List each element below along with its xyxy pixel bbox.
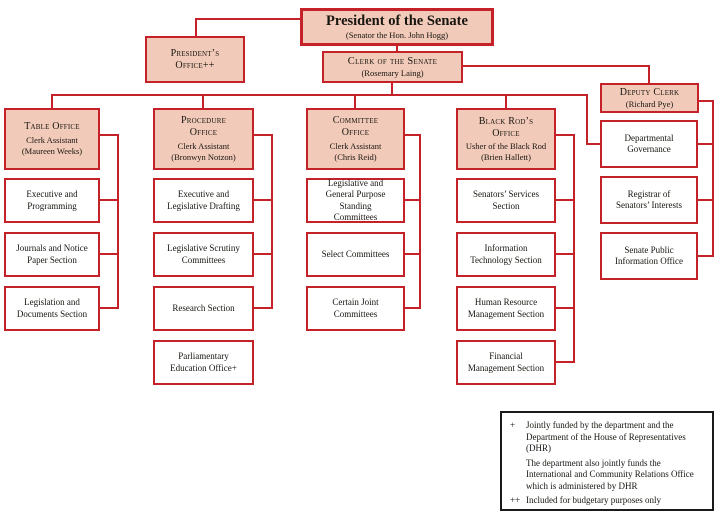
node-label: Certain Joint Committees bbox=[332, 297, 379, 319]
node-black-rods-office bbox=[456, 108, 556, 170]
node-label: Registrar of Senators’ Interests bbox=[615, 188, 683, 210]
connector-line bbox=[554, 134, 575, 136]
node-label: Executive and Legislative Drafting bbox=[167, 189, 240, 211]
footnote-text: Jointly funded by the department and the Department of the House of Representatives (DHR) bbox=[526, 420, 686, 453]
connector-line bbox=[505, 94, 507, 109]
connector-line bbox=[51, 94, 53, 109]
node-role: Clerk Assistant bbox=[26, 135, 78, 145]
node-label: Departmental Governance bbox=[624, 132, 674, 154]
node-label: Senators’ Services Section bbox=[472, 189, 540, 211]
node-title: Table Office bbox=[24, 121, 80, 132]
connector-line bbox=[202, 94, 204, 109]
node-label: Legislative Scrutiny Committees bbox=[167, 243, 240, 265]
node-title: President’s Office++ bbox=[170, 47, 220, 71]
node-label: Financial Management Section bbox=[467, 351, 545, 373]
connector-line bbox=[98, 134, 119, 136]
connector-line bbox=[51, 94, 588, 96]
node-subtitle: (Senator the Hon. John Hogg) bbox=[345, 30, 449, 40]
connector-line bbox=[117, 134, 119, 309]
node-procedure-child-1 bbox=[153, 232, 254, 277]
node-role: Clerk Assistant bbox=[177, 141, 230, 151]
footnote-text: Included for budgetary purposes only bbox=[526, 495, 661, 505]
node-title: Black Rod’s Office bbox=[478, 115, 534, 139]
footnote-item bbox=[510, 495, 704, 507]
connector-line bbox=[573, 134, 575, 363]
node-procedure-child-3 bbox=[153, 340, 254, 385]
node-subtitle: (Rosemary Laing) bbox=[361, 68, 424, 78]
node-role: Usher of the Black Rod bbox=[465, 140, 547, 151]
node-label: Parliamentary Education Office+ bbox=[170, 351, 237, 373]
connector-line bbox=[554, 361, 575, 363]
node-deputy-child-2 bbox=[600, 232, 698, 280]
connector-line bbox=[354, 94, 356, 109]
connector-line bbox=[271, 134, 273, 309]
node-title: Deputy Clerk bbox=[619, 86, 680, 98]
node-committee-child-2 bbox=[306, 286, 405, 331]
connector-line bbox=[252, 253, 273, 255]
connector-line bbox=[419, 134, 421, 309]
node-deputy-clerk bbox=[600, 83, 699, 113]
footnote-text: The department also jointly funds the International and Community Relations Office which is administered by DHR bbox=[526, 457, 694, 491]
node-label: Research Section bbox=[172, 302, 235, 313]
node-procedure-child-0 bbox=[153, 178, 254, 223]
node-title: Procedure Office bbox=[180, 115, 227, 138]
node-table-child-1 bbox=[4, 232, 100, 277]
node-label: Journals and Notice Paper Section bbox=[16, 243, 88, 265]
footnote-marker bbox=[510, 458, 526, 493]
connector-line bbox=[252, 134, 273, 136]
node-blackrod-child-0 bbox=[456, 178, 556, 223]
node-table-child-2 bbox=[4, 286, 100, 331]
node-person: (Bronwyn Notzon) bbox=[171, 152, 236, 162]
node-label: Select Committees bbox=[321, 248, 390, 259]
connector-line bbox=[252, 307, 273, 309]
node-label: Legislation and Documents Section bbox=[16, 297, 88, 319]
node-role: Clerk Assistant bbox=[329, 141, 382, 151]
connector-line bbox=[98, 199, 119, 201]
connector-line bbox=[554, 199, 575, 201]
footnote-marker: ++ bbox=[510, 495, 521, 505]
node-subtitle: (Richard Pye) bbox=[625, 98, 674, 109]
node-title: President of the Senate bbox=[326, 13, 468, 29]
footnote-item bbox=[510, 420, 704, 455]
node-committee-office bbox=[306, 108, 405, 170]
node-label: Legislative and General Purpose Standing Committees bbox=[325, 177, 386, 222]
node-deputy-child-0 bbox=[600, 120, 698, 168]
node-person: (Maureen Weeks) bbox=[21, 146, 83, 156]
connector-line bbox=[195, 18, 302, 20]
node-label: Senate Public Information Office bbox=[614, 244, 684, 266]
node-label: Information Technology Section bbox=[470, 243, 542, 265]
connector-line bbox=[554, 307, 575, 309]
node-person: (Chris Reid) bbox=[334, 152, 377, 162]
node-blackrod-child-3 bbox=[456, 340, 556, 385]
footnote-item bbox=[510, 458, 704, 493]
footnote-box bbox=[500, 411, 714, 511]
node-procedure-child-2 bbox=[153, 286, 254, 331]
node-title: Clerk of the Senate bbox=[347, 56, 438, 67]
node-person: (Brien Hallett) bbox=[481, 151, 531, 162]
connector-line bbox=[712, 100, 714, 257]
node-table-office bbox=[4, 108, 100, 170]
footnote-marker: + bbox=[510, 420, 516, 430]
node-procedure-office bbox=[153, 108, 254, 170]
connector-line bbox=[98, 253, 119, 255]
connector-line bbox=[554, 253, 575, 255]
node-committee-child-0 bbox=[306, 178, 405, 223]
connector-line bbox=[98, 307, 119, 309]
node-presidents-office bbox=[145, 36, 245, 83]
node-clerk bbox=[322, 51, 463, 83]
node-label: Human Resource Management Section bbox=[467, 297, 545, 319]
connector-line bbox=[648, 65, 650, 85]
node-president bbox=[300, 8, 494, 46]
connector-line bbox=[195, 18, 197, 37]
node-blackrod-child-2 bbox=[456, 286, 556, 331]
node-deputy-child-1 bbox=[600, 176, 698, 224]
node-table-child-0 bbox=[4, 178, 100, 223]
connector-line bbox=[586, 94, 588, 145]
connector-line bbox=[461, 65, 650, 67]
node-title: Committee Office bbox=[332, 115, 379, 138]
connector-line bbox=[252, 199, 273, 201]
node-label: Executive and Programming bbox=[26, 189, 78, 211]
node-blackrod-child-1 bbox=[456, 232, 556, 277]
node-committee-child-1 bbox=[306, 232, 405, 277]
